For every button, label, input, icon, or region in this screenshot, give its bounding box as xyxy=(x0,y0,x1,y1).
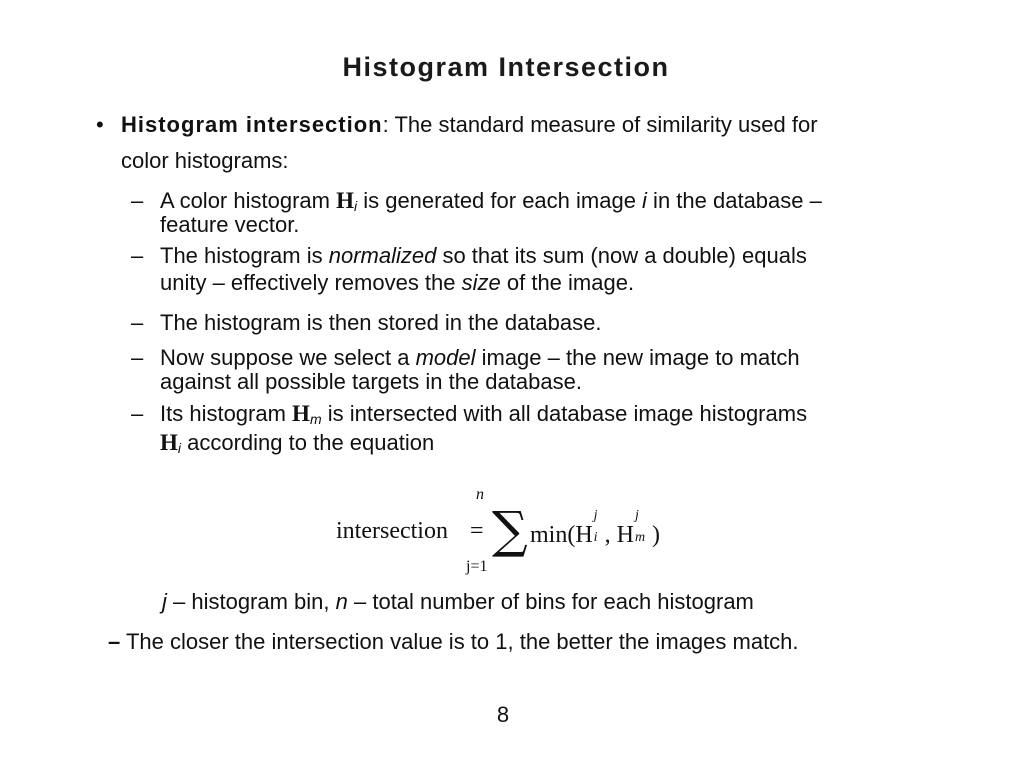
equation-arg1-sup: j xyxy=(593,508,598,523)
equation-arg2-sup: j xyxy=(635,508,639,523)
equation-arg1-sub: i xyxy=(593,530,598,545)
slide-title: Histogram Intersection xyxy=(342,52,670,82)
bullet-term: Histogram intersection xyxy=(121,112,383,137)
closing-line xyxy=(108,629,799,655)
bullet-colon: : xyxy=(382,112,389,137)
histogram-model-symbol: H xyxy=(292,401,310,426)
equation-legend xyxy=(162,589,754,615)
closing-dash: – xyxy=(108,629,121,654)
closing-text: The closer the intersection value is to 1, the better the images match. xyxy=(120,629,799,654)
histogram-db-subscript: i xyxy=(177,440,182,456)
subitem-4-prefix: Now suppose we select a xyxy=(160,345,416,370)
bullet-line-1 xyxy=(121,112,818,138)
histogram-subscript: i xyxy=(353,198,358,214)
subitem-5-line2-suffix: according to the equation xyxy=(181,430,435,455)
subitem-2-line-2 xyxy=(160,270,634,296)
subitem-1-dash: – xyxy=(131,188,144,213)
subitem-2-line2-prefix: unity – effectively removes the xyxy=(160,270,462,295)
subitem-5-line-2 xyxy=(160,430,434,461)
equation-arg2-sub: m xyxy=(635,530,646,545)
subitem-1-suffix: in the database – xyxy=(646,188,822,213)
subitem-1-middle: is generated for each image xyxy=(357,188,643,213)
subitem-2-italic: normalized xyxy=(328,243,437,268)
subitem-4-line-1 xyxy=(160,345,800,371)
subitem-5-dash: – xyxy=(131,401,144,426)
subitem-3-dash: – xyxy=(131,310,144,335)
page-number: 8 xyxy=(496,702,510,727)
histogram-symbol: H xyxy=(336,188,354,213)
subitem-4-dash: – xyxy=(131,345,144,370)
subitem-2-line2-italic: size xyxy=(461,270,501,295)
subitem-4-suffix: image – the new image to match xyxy=(475,345,800,370)
equation-separator: , H xyxy=(604,522,635,548)
subitem-1-italic-var: i xyxy=(642,188,647,213)
bullet-marker: • xyxy=(96,112,104,137)
bullet-definition-1: The standard measure of similarity used for xyxy=(388,112,818,137)
equation-lower-limit: j=1 xyxy=(466,558,488,575)
equation-equals: = xyxy=(470,518,484,544)
legend-var-n: n xyxy=(335,589,348,614)
subitem-5-suffix: is intersected with all database image histograms xyxy=(321,401,808,426)
legend-n-desc: – total number of bins for each histogram xyxy=(347,589,754,614)
subitem-2-dash: – xyxy=(131,243,144,268)
subitem-2-suffix: so that its sum (now a double) equals xyxy=(436,243,807,268)
subitem-4-line-2: against all possible targets in the database. xyxy=(160,369,582,394)
subitem-4-italic: model xyxy=(415,345,476,370)
legend-j-desc: – histogram bin, xyxy=(166,589,336,614)
histogram-model-subscript: m xyxy=(309,411,322,427)
subitem-2-prefix: The histogram is xyxy=(160,243,329,268)
subitem-2-line-1 xyxy=(160,243,807,269)
equation-close: ) xyxy=(652,522,661,548)
equation-lhs: intersection xyxy=(336,518,448,544)
subitem-3-text: The histogram is then stored in the database. xyxy=(160,310,602,335)
subitem-2-line2-suffix: of the image. xyxy=(500,270,635,295)
equation-function: min(H xyxy=(530,522,593,548)
subitem-5-prefix: Its histogram xyxy=(160,401,293,426)
subitem-1-line-2: feature vector. xyxy=(160,212,300,237)
summation-icon: ∑ xyxy=(492,501,528,559)
subitem-1-prefix: A color histogram xyxy=(160,188,337,213)
legend-var-j: j xyxy=(162,589,167,614)
equation-min-expression xyxy=(530,508,661,549)
equation-upper-limit: n xyxy=(476,486,484,503)
intersection-equation xyxy=(332,486,661,582)
subitem-5-line-1 xyxy=(160,401,807,432)
bullet-definition-2: color histograms: xyxy=(121,148,289,173)
histogram-db-symbol: H xyxy=(160,430,178,455)
